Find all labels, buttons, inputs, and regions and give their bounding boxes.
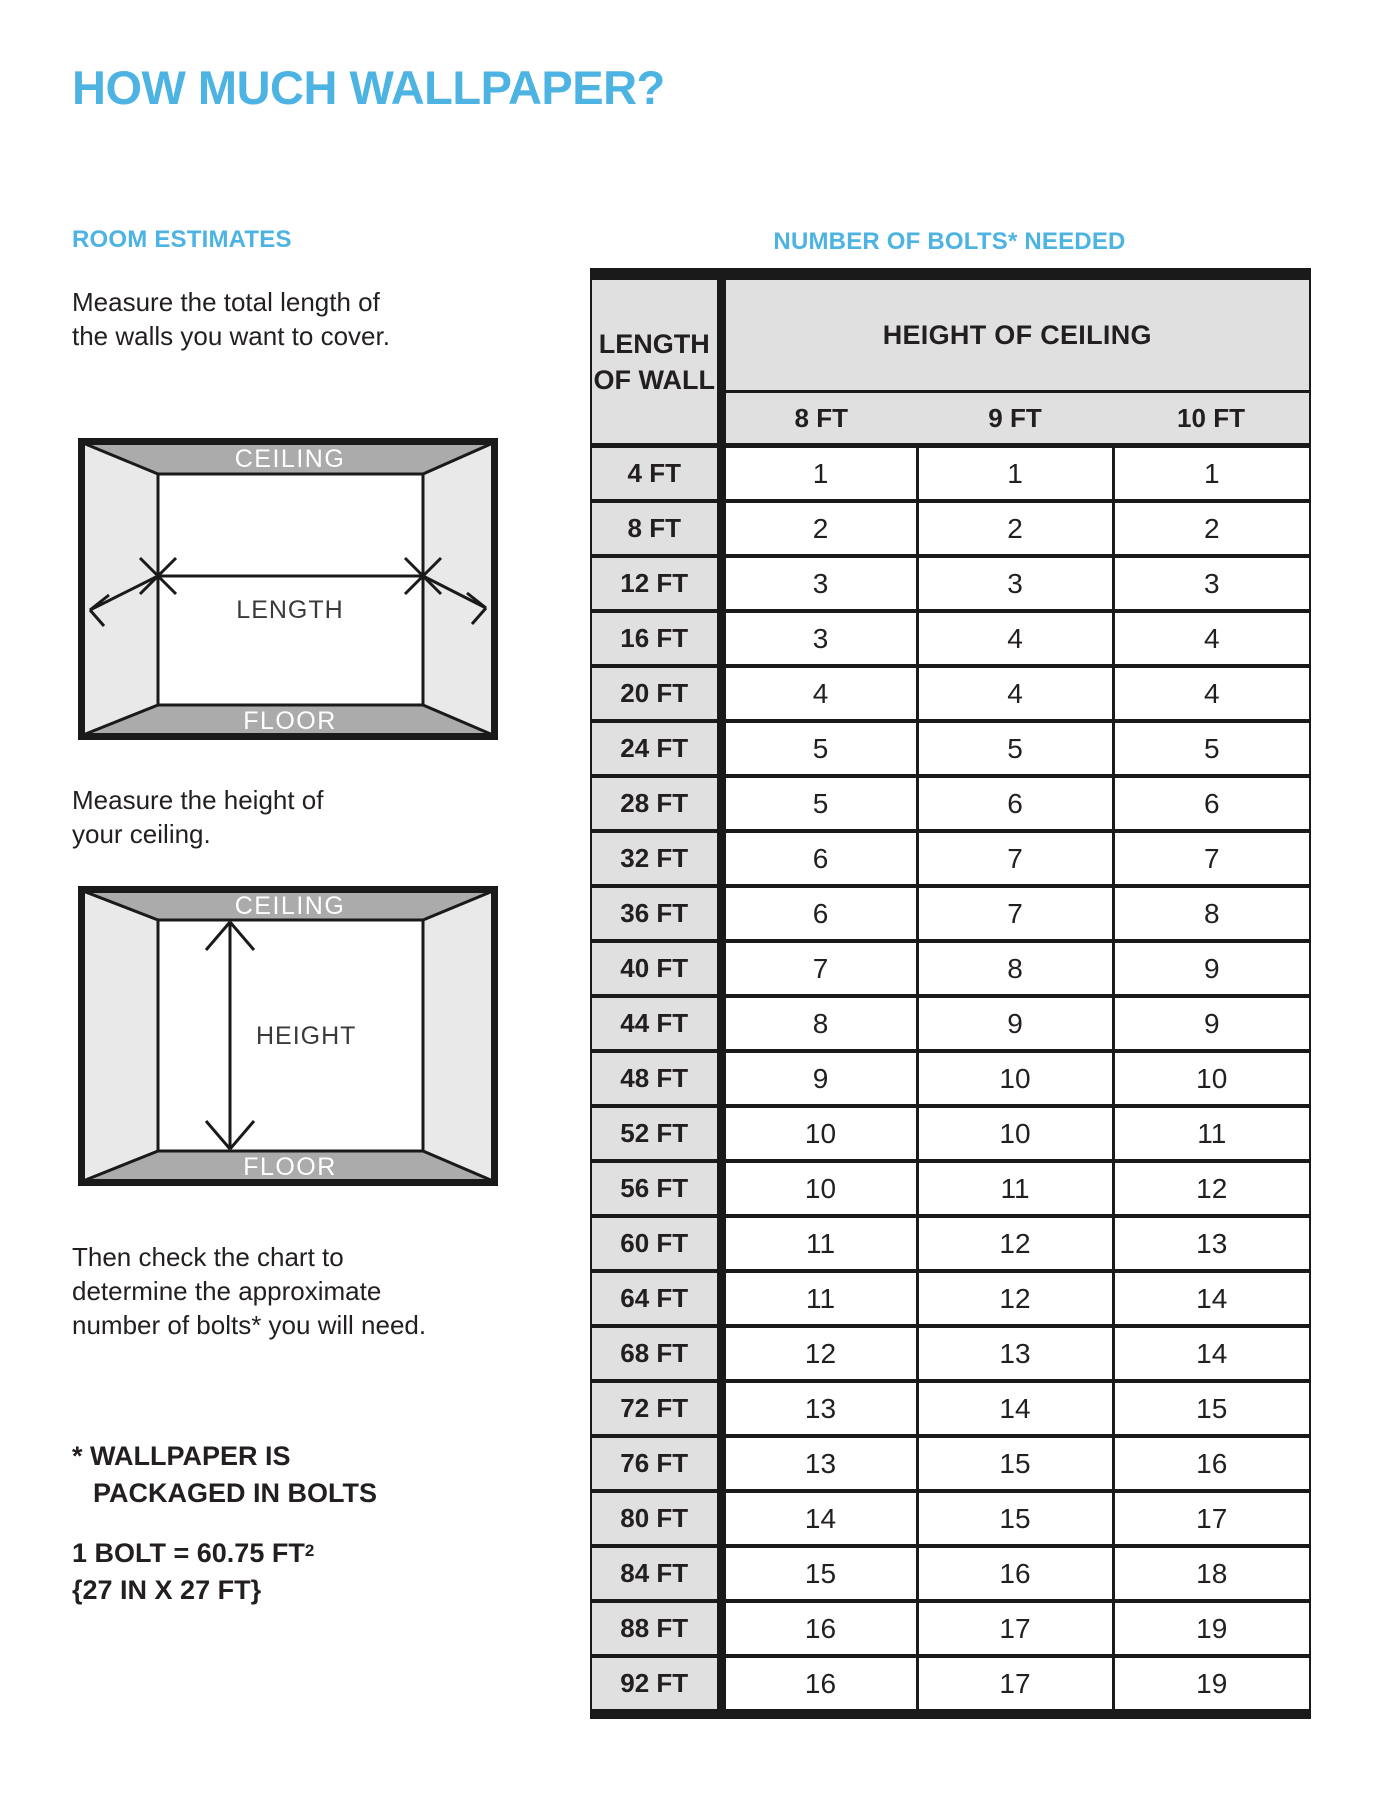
bolt-count-cell: 6	[721, 831, 917, 886]
bolt-count-cell: 10	[917, 1106, 1113, 1161]
bolts-table-body	[591, 446, 1310, 1715]
left-wall	[83, 891, 158, 1181]
bolt-count-cell: 9	[917, 996, 1113, 1051]
bolt-count-cell: 12	[1113, 1161, 1310, 1216]
bolt-count-cell: 7	[721, 941, 917, 996]
table-row	[591, 1051, 1310, 1106]
bolt-count-cell: 12	[917, 1216, 1113, 1271]
row-header-wall-length: 68 FT	[591, 1326, 721, 1381]
bolt-count-cell: 14	[721, 1491, 917, 1546]
bolt-count-cell: 2	[917, 501, 1113, 556]
bolt-count-cell: 9	[1113, 996, 1310, 1051]
bolt-count-cell: 7	[917, 831, 1113, 886]
row-header-wall-length: 16 FT	[591, 611, 721, 666]
table-row	[591, 556, 1310, 611]
table-row	[591, 941, 1310, 996]
page-title: HOW MUCH WALLPAPER?	[72, 61, 665, 114]
row-header-wall-length: 56 FT	[591, 1161, 721, 1216]
col-header-8ft: 8 FT	[721, 392, 917, 446]
bolt-count-cell: 15	[1113, 1381, 1310, 1436]
row-header-wall-length: 32 FT	[591, 831, 721, 886]
bolt-count-cell: 9	[721, 1051, 917, 1106]
table-row	[591, 1436, 1310, 1491]
row-header-wall-length: 44 FT	[591, 996, 721, 1051]
table-row	[591, 1656, 1310, 1714]
bolt-count-cell: 7	[917, 886, 1113, 941]
step2-line1: Measure the height of	[72, 785, 324, 815]
room-length-diagram	[78, 438, 498, 740]
bolt-count-cell: 3	[721, 611, 917, 666]
table-header-row	[591, 274, 1310, 392]
bolt-count-cell: 14	[1113, 1271, 1310, 1326]
bolt-count-cell: 6	[1113, 776, 1310, 831]
bolt-count-cell: 4	[917, 666, 1113, 721]
bolt-count-cell: 17	[917, 1656, 1113, 1714]
height-measure-label: HEIGHT	[256, 1022, 357, 1050]
bolts-footnote	[72, 1438, 377, 1512]
bolt-count-cell: 5	[721, 776, 917, 831]
floor-label: FLOOR	[243, 707, 337, 735]
bolts-table-container	[590, 268, 1311, 1719]
row-header-wall-length: 52 FT	[591, 1106, 721, 1161]
floor-label: FLOOR	[243, 1153, 337, 1181]
row-header-wall-length: 24 FT	[591, 721, 721, 776]
room-height-diagram	[78, 886, 498, 1186]
ceiling-label: CEILING	[234, 445, 346, 473]
bolt-count-cell: 3	[1113, 556, 1310, 611]
bolt-count-cell: 5	[721, 721, 917, 776]
bolt-count-cell: 16	[1113, 1436, 1310, 1491]
bolt-count-cell: 11	[721, 1216, 917, 1271]
table-row	[591, 1601, 1310, 1656]
table-row	[591, 1326, 1310, 1381]
step2-instructions	[72, 783, 324, 851]
table-row	[591, 1491, 1310, 1546]
bolt-count-cell: 2	[721, 501, 917, 556]
table-row	[591, 666, 1310, 721]
table-row	[591, 1161, 1310, 1216]
bolt-count-cell: 19	[1113, 1656, 1310, 1714]
bolt-count-cell: 13	[721, 1436, 917, 1491]
back-wall	[158, 474, 423, 705]
step1-instructions	[72, 285, 390, 353]
row-header-wall-length: 72 FT	[591, 1381, 721, 1436]
table-row	[591, 446, 1310, 502]
bolt-count-cell: 14	[1113, 1326, 1310, 1381]
bolt-equation-line1: 1 BOLT = 60.75 $FT^2$	[72, 1538, 315, 1568]
bolt-count-cell: 13	[917, 1326, 1113, 1381]
row-header-wall-length: 92 FT	[591, 1656, 721, 1714]
step3-line3: number of bolts* you will need.	[72, 1310, 427, 1340]
bolt-count-cell: 9	[1113, 941, 1310, 996]
bolt-count-cell: 4	[1113, 611, 1310, 666]
right-wall	[423, 443, 493, 735]
footnote-line2: PACKAGED IN BOLTS	[93, 1478, 378, 1508]
bolt-count-cell: 1	[1113, 446, 1310, 502]
bolt-count-cell: 5	[917, 721, 1113, 776]
step1-line2: the walls you want to cover.	[72, 321, 390, 351]
length-measure-label: LENGTH	[236, 596, 344, 624]
row-header-wall-length: 88 FT	[591, 1601, 721, 1656]
row-header-wall-length: 64 FT	[591, 1271, 721, 1326]
bolt-count-cell: 16	[721, 1656, 917, 1714]
bolt-count-cell: 16	[721, 1601, 917, 1656]
table-row	[591, 831, 1310, 886]
table-row	[591, 501, 1310, 556]
squared-superscript: 2	[304, 1541, 315, 1560]
height-of-ceiling-header: HEIGHT OF CEILING	[721, 274, 1310, 392]
row-header-wall-length: 28 FT	[591, 776, 721, 831]
col-header-10ft: 10 FT	[1113, 392, 1310, 446]
bolt-equation-line2: {27 IN X 27 FT}	[72, 1575, 262, 1605]
row-header-wall-length: 4 FT	[591, 446, 721, 502]
bolt-count-cell: 4	[917, 611, 1113, 666]
row-header-wall-length: 20 FT	[591, 666, 721, 721]
table-row	[591, 1106, 1310, 1161]
bolt-equation	[72, 1532, 314, 1609]
bolt-count-cell: 18	[1113, 1546, 1310, 1601]
row-header-wall-length: 12 FT	[591, 556, 721, 611]
table-row	[591, 1381, 1310, 1436]
table-row	[591, 721, 1310, 776]
bolt-count-cell: 3	[917, 556, 1113, 611]
col-header-9ft: 9 FT	[917, 392, 1113, 446]
step3-line1: Then check the chart to	[72, 1242, 344, 1272]
bolt-count-cell: 11	[721, 1271, 917, 1326]
bolt-count-cell: 15	[721, 1546, 917, 1601]
table-row	[591, 776, 1310, 831]
bolt-count-cell: 2	[1113, 501, 1310, 556]
bolt-count-cell: 10	[721, 1106, 917, 1161]
row-header-wall-length: 60 FT	[591, 1216, 721, 1271]
bolt-count-cell: 6	[917, 776, 1113, 831]
row-header-wall-length: 80 FT	[591, 1491, 721, 1546]
bolt-count-cell: 12	[721, 1326, 917, 1381]
row-header-wall-length: 8 FT	[591, 501, 721, 556]
bolt-count-cell: 10	[721, 1161, 917, 1216]
step1-line1: Measure the total length of	[72, 287, 380, 317]
bolt-count-cell: 14	[917, 1381, 1113, 1436]
row-header-wall-length: 40 FT	[591, 941, 721, 996]
step3-line2: determine the approximate	[72, 1276, 382, 1306]
length-of-wall-header: LENGTH OF WALL	[591, 274, 721, 446]
bolt-count-cell: 10	[917, 1051, 1113, 1106]
bolt-count-cell: 11	[917, 1161, 1113, 1216]
bolts-table	[590, 268, 1311, 1719]
row-header-wall-length: 84 FT	[591, 1546, 721, 1601]
footnote-line1: * WALLPAPER IS	[72, 1441, 291, 1471]
bolt-count-cell: 17	[1113, 1491, 1310, 1546]
room-estimates-heading: ROOM ESTIMATES	[72, 226, 292, 253]
step2-line2: your ceiling.	[72, 819, 211, 849]
bolt-count-cell: 8	[1113, 886, 1310, 941]
ceiling-label: CEILING	[234, 892, 346, 920]
row-header-wall-length: 48 FT	[591, 1051, 721, 1106]
bolt-count-cell: 4	[1113, 666, 1310, 721]
bolt-count-cell: 17	[917, 1601, 1113, 1656]
bolt-count-cell: 15	[917, 1491, 1113, 1546]
bolts-table-heading: NUMBER OF BOLTS* NEEDED	[773, 228, 1126, 255]
bolt-count-cell: 4	[721, 666, 917, 721]
bolt-count-cell: 16	[917, 1546, 1113, 1601]
bolt-count-cell: 1	[721, 446, 917, 502]
bolt-count-cell: 1	[917, 446, 1113, 502]
table-row	[591, 996, 1310, 1051]
bolt-count-cell: 5	[1113, 721, 1310, 776]
bolt-count-cell: 12	[917, 1271, 1113, 1326]
table-row	[591, 1216, 1310, 1271]
bolt-count-cell: 15	[917, 1436, 1113, 1491]
bolt-count-cell: 8	[917, 941, 1113, 996]
right-wall	[423, 891, 493, 1181]
bolt-count-cell: 6	[721, 886, 917, 941]
bolt-count-cell: 19	[1113, 1601, 1310, 1656]
bolt-count-cell: 10	[1113, 1051, 1310, 1106]
table-row	[591, 886, 1310, 941]
table-row	[591, 1546, 1310, 1601]
bolt-count-cell: 13	[1113, 1216, 1310, 1271]
bolt-count-cell: 11	[1113, 1106, 1310, 1161]
bolt-count-cell: 8	[721, 996, 917, 1051]
row-header-wall-length: 76 FT	[591, 1436, 721, 1491]
bolt-count-cell: 13	[721, 1381, 917, 1436]
row-header-wall-length: 36 FT	[591, 886, 721, 941]
table-row	[591, 611, 1310, 666]
bolt-count-cell: 7	[1113, 831, 1310, 886]
step3-instructions	[72, 1240, 426, 1342]
table-row	[591, 1271, 1310, 1326]
bolt-count-cell: 3	[721, 556, 917, 611]
